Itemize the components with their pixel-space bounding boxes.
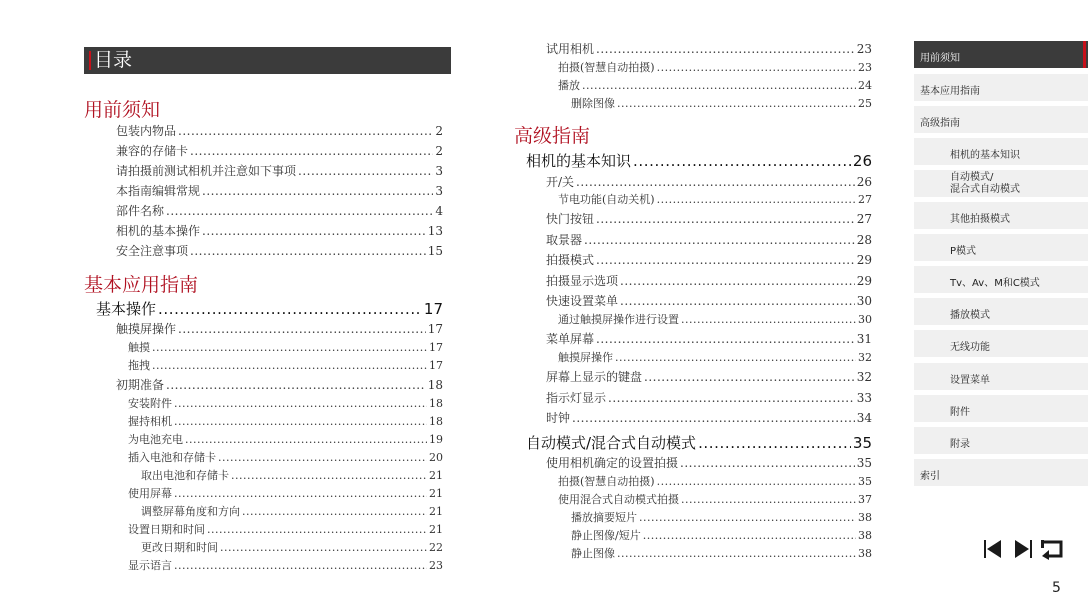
toc-subentry[interactable]: 插入电池和存储卡 ..... 20 [128, 449, 443, 464]
toc-subentry[interactable]: 显示语言 ..... 23 [128, 557, 443, 572]
toc-entry[interactable]: 时钟 ..... 34 [546, 409, 872, 425]
section-heading-before-use[interactable]: 用前须知 [84, 99, 161, 121]
toc-entry[interactable]: 触摸屏操作 ..... 17 [116, 320, 443, 336]
section-heading-basic-guide[interactable]: 基本应用指南 [84, 274, 199, 296]
header-accent-bar [89, 51, 91, 70]
toc-entry[interactable]: 取景器 ..... 28 [546, 231, 872, 247]
toc-subsubentry[interactable]: 静止图像/短片 ..... 38 [571, 527, 872, 542]
toc-subsubentry[interactable]: 删除图像 ..... 25 [571, 95, 872, 110]
toc-entry[interactable]: 本指南编辑常规 ..... 3 [116, 182, 443, 198]
sidebar-item-p-mode[interactable]: P模式 [914, 234, 1088, 261]
toc-entry[interactable]: 屏幕上显示的键盘 ..... 32 [546, 368, 872, 384]
toc-subentry[interactable]: 拍摄(智慧自动拍摄) ..... 35 [558, 473, 872, 488]
toc-subentry[interactable]: 安装附件 ..... 18 [128, 395, 443, 410]
page-number: 5 [1052, 580, 1061, 596]
sidebar-item-playback-mode[interactable]: 播放模式 [914, 298, 1088, 325]
toc-subentry[interactable]: 触摸 ..... 17 [128, 339, 443, 354]
toc-entry[interactable]: 部件名称 ..... 4 [116, 202, 443, 218]
sidebar-item-basic-guide[interactable]: 基本应用指南 [914, 74, 1088, 101]
sidebar-item-accessories[interactable]: 附件 [914, 395, 1088, 422]
toc-entry[interactable]: 快速设置菜单 ..... 30 [546, 292, 872, 308]
toc-subentry[interactable]: 使用屏幕 ..... 21 [128, 485, 443, 500]
toc-chapter[interactable]: 基本操作 ..... 17 [96, 298, 443, 316]
toc-entry[interactable]: 开/关 ..... 26 [546, 173, 872, 189]
toc-entry[interactable]: 试用相机 ..... 23 [546, 40, 872, 56]
toc-entry[interactable]: 快门按钮 ..... 27 [546, 210, 872, 226]
toc-subentry[interactable]: 触摸屏操作 ..... 32 [558, 349, 872, 364]
sidebar-item-auto-mode[interactable]: 自动模式/ 混合式自动模式 [914, 170, 1088, 197]
previous-page-icon[interactable] [982, 538, 1006, 560]
toc-subsubentry[interactable]: 更改日期和时间 ..... 22 [141, 539, 443, 554]
sidebar-item-advanced-guide[interactable]: 高级指南 [914, 106, 1088, 133]
toc-subentry[interactable]: 节电功能(自动关机) ..... 27 [558, 191, 872, 206]
toc-subentry[interactable]: 通过触摸屏操作进行设置 ..... 30 [558, 311, 872, 326]
toc-subentry[interactable]: 设置日期和时间 ..... 21 [128, 521, 443, 536]
sidebar-item-other-shooting-modes[interactable]: 其他拍摄模式 [914, 202, 1088, 229]
sidebar-item-index[interactable]: 索引 [914, 459, 1088, 486]
sidebar-item-appendix[interactable]: 附录 [914, 427, 1088, 454]
sidebar-item-setting-menu[interactable]: 设置菜单 [914, 363, 1088, 390]
toc-entry[interactable]: 兼容的存储卡 ..... 2 [116, 142, 443, 158]
toc-chapter[interactable]: 相机的基本知识 ..... 26 [526, 150, 872, 168]
toc-chapter[interactable]: 自动模式/混合式自动模式 ..... 35 [526, 432, 872, 450]
sidebar-item-tv-av-m-c-mode[interactable]: Tv、Av、M和C模式 [914, 266, 1088, 293]
toc-entry[interactable]: 指示灯显示 ..... 33 [546, 389, 872, 405]
toc-subentry[interactable]: 播放 ..... 24 [558, 77, 872, 92]
toc-subentry[interactable]: 握持相机 ..... 18 [128, 413, 443, 428]
toc-entry[interactable]: 初期准备 ..... 18 [116, 376, 443, 392]
toc-subentry[interactable]: 为电池充电 ..... 19 [128, 431, 443, 446]
toc-entry[interactable]: 拍摄显示选项 ..... 29 [546, 272, 872, 288]
return-icon[interactable] [1038, 538, 1062, 560]
sidebar-item-camera-basics[interactable]: 相机的基本知识 [914, 138, 1088, 165]
sidebar-item-wireless[interactable]: 无线功能 [914, 330, 1088, 357]
toc-entry[interactable]: 相机的基本操作 ..... 13 [116, 222, 443, 238]
toc-entry[interactable]: 菜单屏幕 ..... 31 [546, 330, 872, 346]
toc-header [84, 47, 451, 74]
toc-subsubentry[interactable]: 静止图像 ..... 38 [571, 545, 872, 560]
toc-subentry[interactable]: 拍摄(智慧自动拍摄) ..... 23 [558, 59, 872, 74]
toc-subsubentry[interactable]: 取出电池和存储卡 ..... 21 [141, 467, 443, 482]
sidebar-active-marker [1083, 41, 1086, 68]
toc-entry[interactable]: 拍摄模式 ..... 29 [546, 251, 872, 267]
toc-entry[interactable]: 使用相机确定的设置拍摄 ..... 35 [546, 454, 872, 470]
toc-subsubentry[interactable]: 调整屏幕角度和方向 ..... 21 [141, 503, 443, 518]
toc-subentry[interactable]: 拖拽 ..... 17 [128, 357, 443, 372]
toc-subsubentry[interactable]: 播放摘要短片 ..... 38 [571, 509, 872, 524]
toc-entry[interactable]: 包装内物品 ..... 2 [116, 122, 443, 138]
sidebar-item-before-use[interactable]: 用前须知 [914, 41, 1088, 68]
toc-entry[interactable]: 安全注意事项 ..... 15 [116, 242, 443, 258]
page-title: 目录 [94, 49, 133, 71]
toc-entry[interactable]: 请拍摄前测试相机并注意如下事项 ..... 3 [116, 162, 443, 178]
section-heading-advanced-guide[interactable]: 高级指南 [514, 125, 591, 147]
next-page-icon[interactable] [1010, 538, 1034, 560]
toc-subentry[interactable]: 使用混合式自动模式拍摄 ..... 37 [558, 491, 872, 506]
